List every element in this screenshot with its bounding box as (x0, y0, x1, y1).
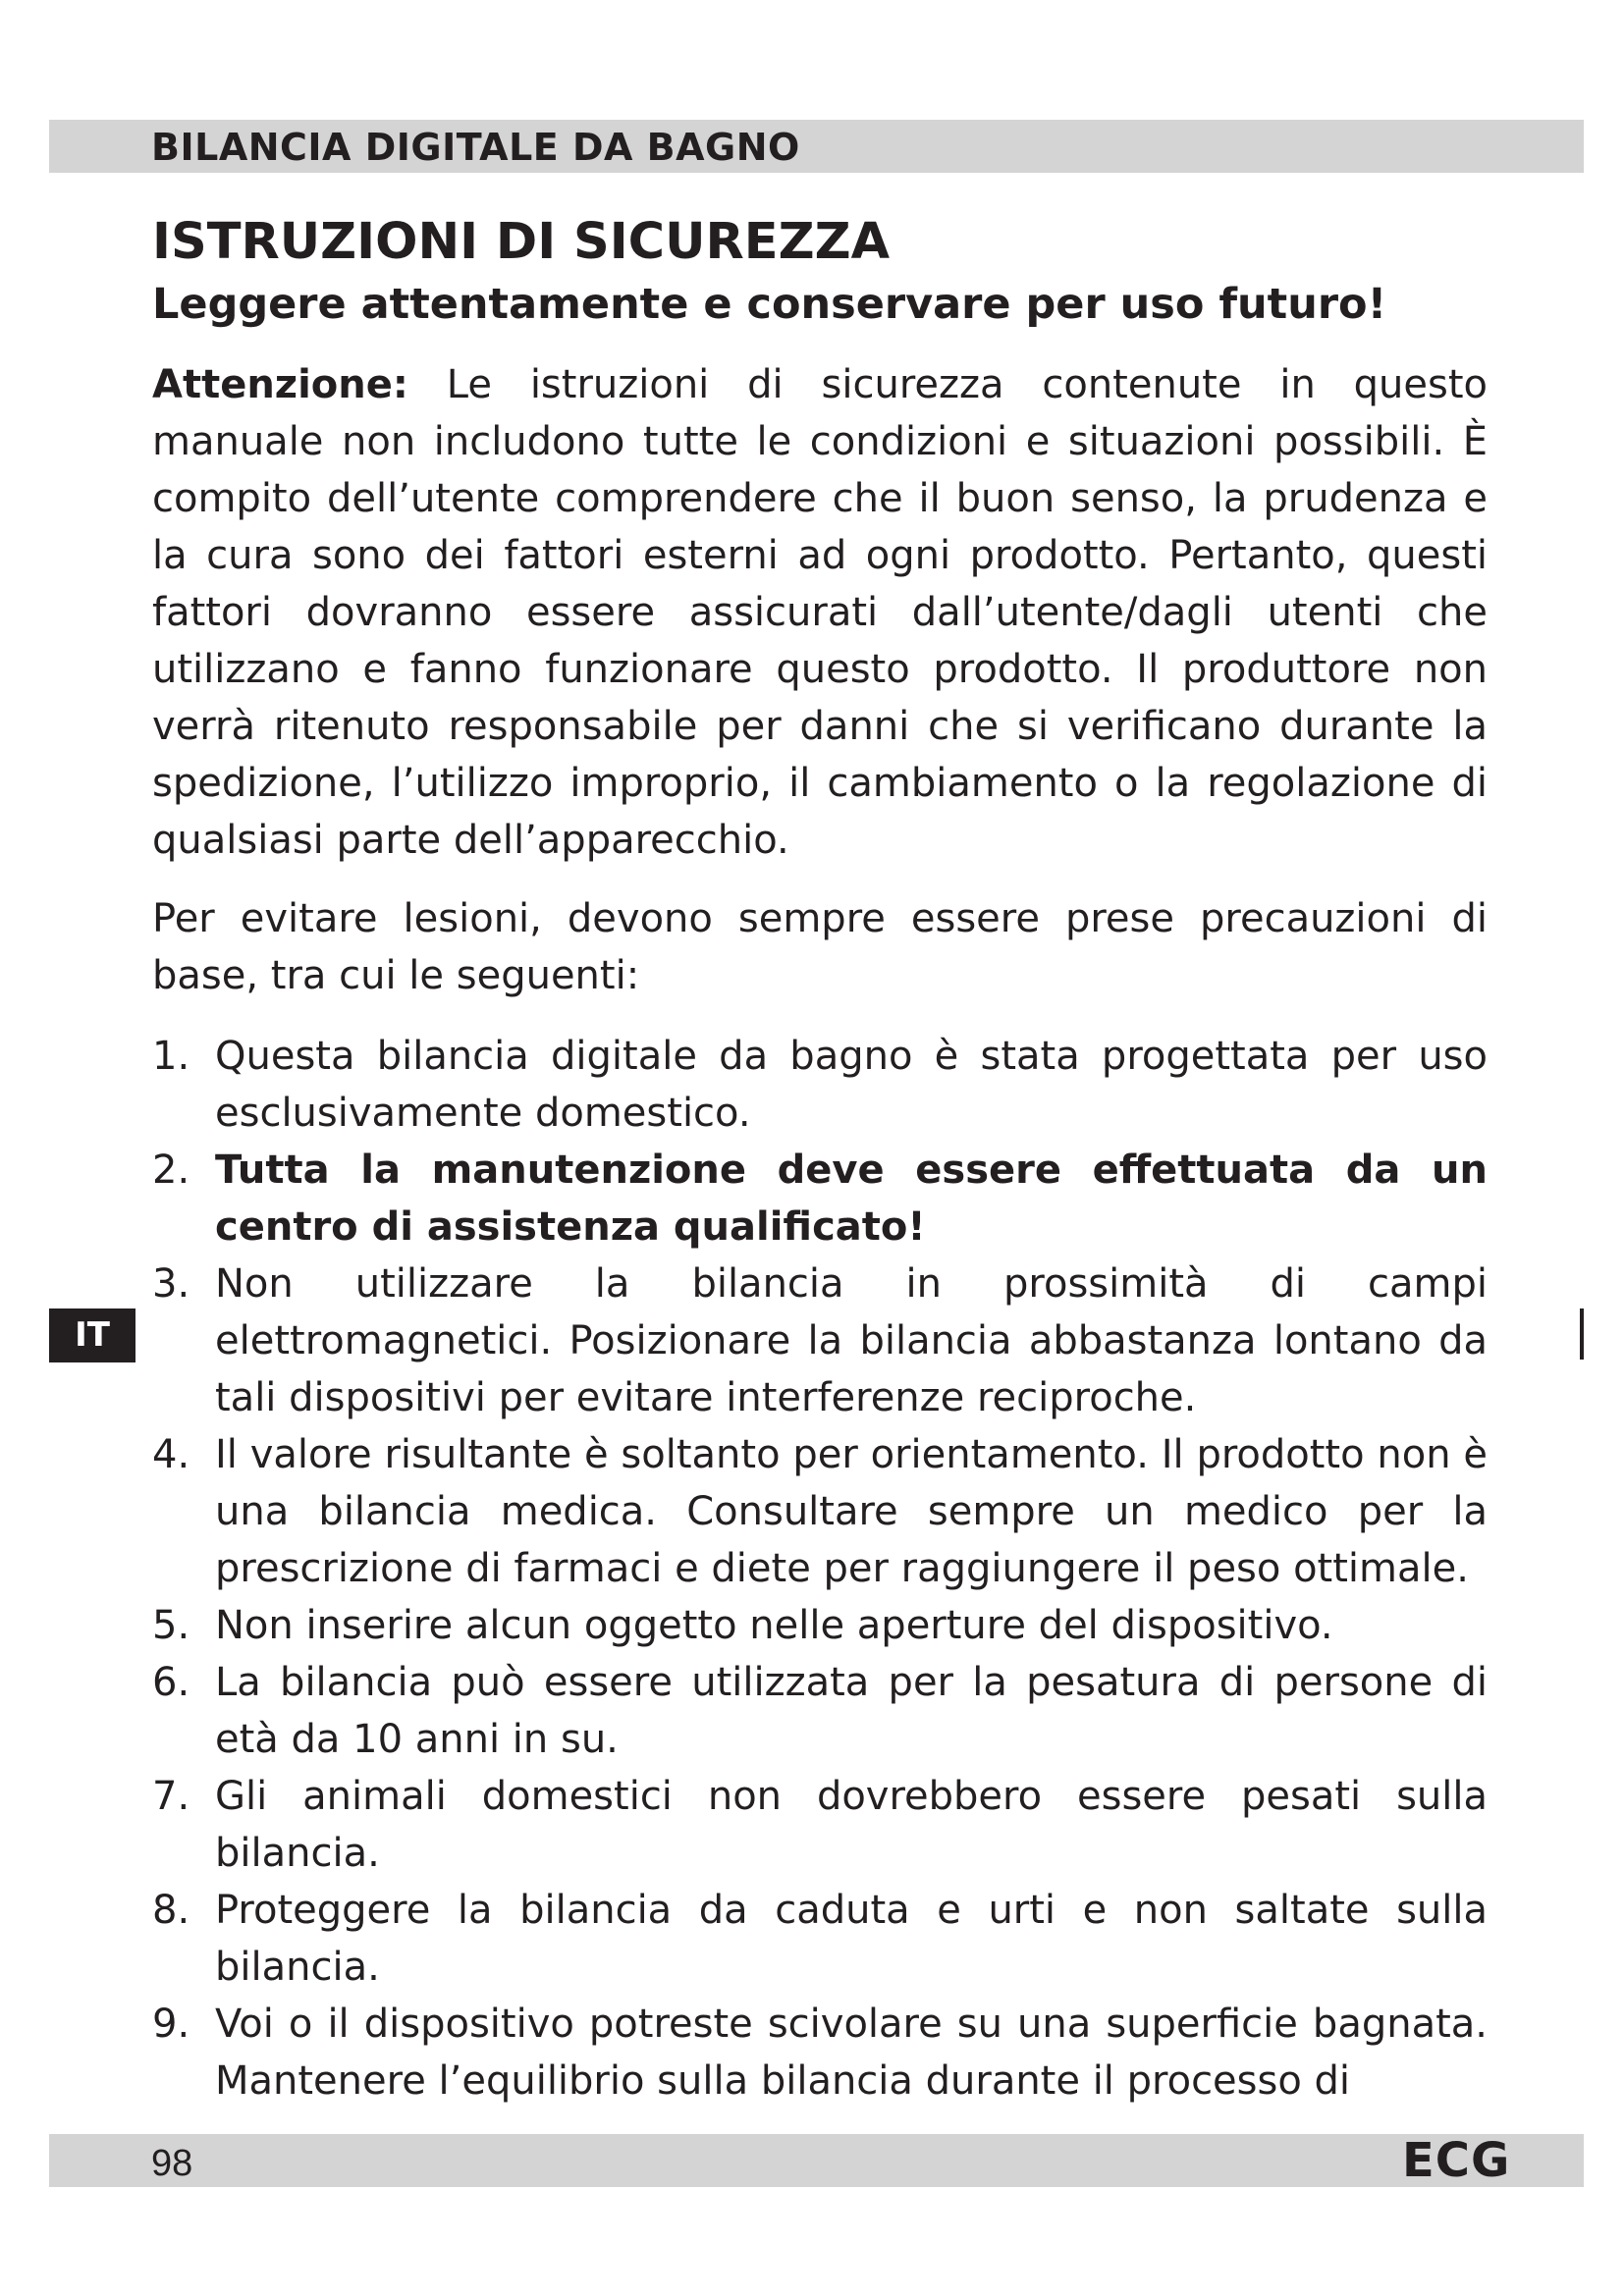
list-item-text: Il valore risultante è soltanto per orientamento. Il prodotto non è una bilancia medica. Consultare sempre un medico per la prescrizione di farmaci e diete per raggiungere il peso ottimale. (215, 1432, 1488, 1591)
list-item-number: 1. (152, 1034, 190, 1079)
list-item-number: 3. (152, 1261, 190, 1307)
section-title: ISTRUZIONI DI SICUREZZA (152, 213, 891, 271)
page-content (152, 211, 1488, 2109)
precaution-paragraph: Per evitare lesioni, devono sempre essere prese precauzioni di base, tra cui le seguenti: (152, 896, 1488, 998)
list-item-text: Tutta la manutenzione deve essere effettuata da un centro di assistenza qualificato! (215, 1148, 1488, 1250)
list-item-number: 5. (152, 1603, 190, 1648)
safety-list (152, 1028, 1488, 2109)
intro-paragraph (152, 356, 1488, 869)
list-item-number: 7. (152, 1774, 190, 1819)
footer-band (49, 2134, 1584, 2187)
list-item (152, 1654, 1488, 1768)
list-item-text: Proteggere la bilancia da caduta e urti e non saltate sulla bilancia. (215, 1888, 1488, 1990)
list-item-text: Voi o il dispositivo potreste scivolare su una superficie bagnata. Mantenere l’equilibrio sulla bilancia durante il processo di (215, 2002, 1488, 2104)
list-item-number: 6. (152, 1660, 190, 1705)
page-number: 98 (151, 2143, 193, 2184)
list-item (152, 1768, 1488, 1882)
list-item-number: 2. (152, 1148, 190, 1193)
list-item-number: 8. (152, 1888, 190, 1933)
list-item (152, 1882, 1488, 1996)
list-item-text: La bilancia può essere utilizzata per la pesatura di persone di età da 10 anni in su. (215, 1660, 1488, 1762)
list-item-text: Questa bilancia digitale da bagno è stata progettata per uso esclusivamente domestico. (215, 1034, 1488, 1136)
list-item (152, 1028, 1488, 1142)
language-tab: IT (49, 1308, 135, 1362)
document-title: BILANCIA DIGITALE DA BAGNO (151, 126, 800, 169)
list-item-text: Gli animali domestici non dovrebbero essere pesati sulla bilancia. (215, 1774, 1488, 1876)
list-item (152, 1142, 1488, 1255)
list-item (152, 1255, 1488, 1426)
intro-text: Le istruzioni di sicurezza contenute in questo manuale non includono tutte le condizioni e situazioni possibili. È compito dell’utente comprendere che il buon senso, la prudenza e la cura sono dei fattori esterni ad ogni prodotto. Pertanto, questi fattori dovranno essere assicurati dall’utente/dagli utenti che utilizzano e fanno funzionare questo prodotto. Il produttore non verrà ritenuto responsabile per danni che si verificano durante la spedizione, l’utilizzo improprio, il cambiamento o la regolazione di qualsiasi parte dell’apparecchio. (152, 362, 1489, 863)
brand-logo: ECG (1402, 2133, 1511, 2188)
list-item-number: 9. (152, 2002, 190, 2047)
intro-lead: Attenzione: (152, 362, 408, 407)
list-item-text: Non utilizzare la bilancia in prossimità di campi elettromagnetici. Posizionare la bilancia abbastanza lontano da tali dispositivi per evitare interferenze reciproche. (215, 1261, 1488, 1420)
section-subtitle: Leggere attentamente e conservare per uso futuro! (152, 280, 1387, 329)
list-item-text: Non inserire alcun oggetto nelle aperture del dispositivo. (215, 1603, 1333, 1648)
list-item-number: 4. (152, 1432, 190, 1477)
list-item (152, 1426, 1488, 1597)
header-band (49, 120, 1584, 173)
list-item (152, 1996, 1488, 2109)
list-item (152, 1597, 1488, 1654)
edge-marker (1580, 1308, 1584, 1360)
